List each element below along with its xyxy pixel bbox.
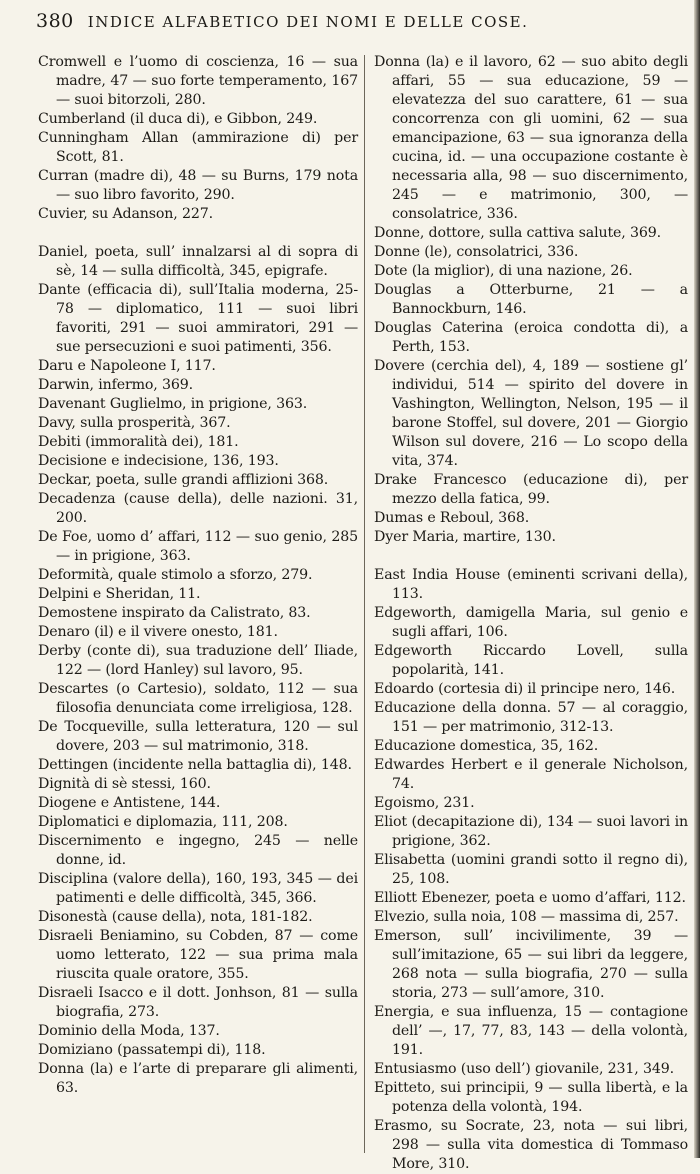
index-entry: Denaro (il) e il vivere onesto, 181. — [38, 624, 278, 640]
index-entry: Descartes (o Cartesio), soldato, 112 — sua filosofia denunciata come irreligiosa, 128. — [38, 681, 358, 716]
page-header — [36, 10, 666, 40]
index-entry: Energia, e sua influenza, 15 — contagione dell’ —, 17, 77, 83, 143 — della volontà, 191. — [374, 1004, 688, 1058]
index-entry: Debiti (immoralità dei), 181. — [38, 434, 239, 450]
index-entry: Dante (efficacia di), sull’Italia moderna, 25-78 — diplomatico, 111 — suoi libri favoriti, 291 — suoi ammiratori, 291 — sue persecuzioni e suoi patimenti, 356. — [38, 282, 358, 355]
index-entry: Edgeworth Riccardo Lovell, sulla popolarità, 141. — [374, 643, 688, 678]
index-entry: Emerson, sull’ incivilimente, 39 — sull’imitazione, 65 — sui libri da leggere, 268 nota — sulla biografia, 270 — sulla storia, 273 — sull’amore, 310. — [374, 928, 688, 1001]
page-number: 380 — [36, 10, 74, 32]
index-entry: Dyer Maria, martire, 130. — [374, 529, 556, 545]
index-entry: Darwin, infermo, 369. — [38, 377, 194, 393]
index-entry: Egoismo, 231. — [374, 795, 475, 811]
index-entry: Edwardes Herbert e il generale Nicholson, 74. — [374, 757, 688, 792]
index-entry: Dominio della Moda, 137. — [38, 1023, 220, 1039]
index-entry: Cromwell e l’uomo di coscienza, 16 — sua madre, 47 — suo forte temperamento, 167 — suoi bitorzoli, 280. — [38, 54, 358, 108]
index-entry: Delpini e Sheridan, 11. — [38, 586, 201, 602]
index-entry: Elisabetta (uomini grandi sotto il regno di), 25, 108. — [374, 852, 688, 887]
index-entry: Demostene inspirato da Calistrato, 83. — [38, 605, 311, 621]
index-entry: Educazione della donna. 57 — al coraggio, 151 — per matrimonio, 312-13. — [374, 700, 688, 735]
index-entry: Edoardo (cortesia di) il principe nero, 146. — [374, 681, 676, 697]
column-divider — [364, 55, 365, 1153]
index-entry: Donna (la) e il lavoro, 62 — suo abito degli affari, 55 — sua educazione, 59 — elevatezza del suo carattere, 61 — sua concorrenza con gli uomini, 62 — sua emancipazione, 63 — sua ignoranza della cucina, id. — una occupazione costante è necessaria alla, 98 — suo discernimento, 245 — e matrimonio, 300, — consolatrice, 336. — [374, 54, 688, 222]
section-gap — [38, 224, 358, 243]
index-entry: Cunningham Allan (ammirazione di) per Scott, 81. — [38, 130, 358, 165]
index-entry: Deformità, quale stimolo a sforzo, 279. — [38, 567, 313, 583]
index-entry: Disraeli Isacco e il dott. Jonhson, 81 — sulla biografia, 273. — [38, 985, 358, 1020]
index-entry: Disonestà (cause della), nota, 181-182. — [38, 909, 313, 925]
index-entry: Decadenza (cause della), delle nazioni. 31, 200. — [38, 491, 358, 526]
index-entry: Decisione e indecisione, 136, 193. — [38, 453, 279, 469]
index-entry: Dettingen (incidente nella battaglia di), 148. — [38, 757, 352, 773]
index-entry: Derby (conte di), sua traduzione dell’ Iliade, 122 — (lord Hanley) sul lavoro, 95. — [38, 643, 358, 678]
index-entry: Entusiasmo (uso dell’) giovanile, 231, 349. — [374, 1061, 675, 1077]
index-entry: Disciplina (valore della), 160, 193, 345 — dei patimenti e delle difficoltà, 345, 366. — [38, 871, 358, 906]
index-entry: Dote (la miglior), di una nazione, 26. — [374, 263, 633, 279]
index-entry: Diogene e Antistene, 144. — [38, 795, 221, 811]
index-entry: Erasmo, su Socrate, 23, nota — sui libri, 298 — sulla vita domestica di Tommaso More, 310. — [374, 1118, 688, 1172]
index-entry: Deckar, poeta, sulle grandi afflizioni 368. — [38, 472, 329, 488]
index-entry: Cuvier, su Adanson, 227. — [38, 206, 214, 222]
section-gap — [374, 547, 688, 566]
index-entry: Donne, dottore, sulla cattiva salute, 369. — [374, 225, 661, 241]
page-edge-shadow — [694, 0, 700, 1158]
index-entry: Discernimento e ingegno, 245 — nelle donne, id. — [38, 833, 358, 868]
index-entry: Domiziano (passatempi di), 118. — [38, 1042, 266, 1058]
index-entry: Drake Francesco (educazione di), per mezzo della fatica, 99. — [374, 472, 688, 507]
index-entry: Curran (madre di), 48 — su Burns, 179 nota — suo libro favorito, 290. — [38, 168, 358, 203]
index-column-left — [38, 53, 358, 1098]
index-entry: East India House (eminenti scrivani della), 113. — [374, 567, 688, 602]
index-entry: Elliott Ebenezer, poeta e uomo d’affari, 112. — [374, 890, 686, 906]
index-entry: Donne (le), consolatrici, 336. — [374, 244, 579, 260]
index-entry: Elvezio, sulla noia, 108 — massima di, 257. — [374, 909, 679, 925]
index-entry: Daru e Napoleone I, 117. — [38, 358, 216, 374]
index-entry: Epitteto, sui principii, 9 — sulla libertà, e la potenza della volontà, 194. — [374, 1080, 688, 1115]
index-entry: Diplomatici e diplomazia, 111, 208. — [38, 814, 288, 830]
running-title: INDICE ALFABETICO DEI NOMI E DELLE COSE. — [87, 13, 529, 31]
index-entry: Daniel, poeta, sull’ innalzarsi al di sopra di sè, 14 — sulla difficoltà, 345, epigrafe. — [38, 244, 358, 279]
index-entry: Dignità di sè stessi, 160. — [38, 776, 211, 792]
index-entry: Davy, sulla prosperità, 367. — [38, 415, 231, 431]
index-entry: Edgeworth, damigella Maria, sul genio e sugli affari, 106. — [374, 605, 688, 640]
index-entry: Davenant Guglielmo, in prigione, 363. — [38, 396, 308, 412]
index-entry: Cumberland (il duca di), e Gibbon, 249. — [38, 111, 318, 127]
index-entry: Disraeli Beniamino, su Cobden, 87 — come uomo letterato, 122 — sua prima mala riuscita quale oratore, 355. — [38, 928, 358, 982]
index-entry: De Tocqueville, sulla letteratura, 120 — sul dovere, 203 — sul matrimonio, 318. — [38, 719, 358, 754]
index-entry: Eliot (decapitazione di), 134 — suoi lavori in prigione, 362. — [374, 814, 688, 849]
index-entry: Donna (la) e l’arte di preparare gli alimenti, 63. — [38, 1061, 358, 1096]
index-entry: De Foe, uomo d’ affari, 112 — suo genio, 285 — in prigione, 363. — [38, 529, 358, 564]
index-entry: Douglas a Otterburne, 21 — a Bannockburn, 146. — [374, 282, 688, 317]
index-entry: Dovere (cerchia del), 4, 189 — sostiene gl’ individui, 514 — spirito del dovere in Vashington, Wellington, Nelson, 195 — il barone Stoffel, sul dovere, 201 — Giorgio Wilson sul dovere, 216 — Lo scopo della vita, 374. — [374, 358, 688, 469]
index-entry: Dumas e Reboul, 368. — [374, 510, 530, 526]
index-entry: Educazione domestica, 35, 162. — [374, 738, 599, 754]
index-column-right — [374, 53, 688, 1174]
index-entry: Douglas Caterina (eroica condotta di), a Perth, 153. — [374, 320, 688, 355]
